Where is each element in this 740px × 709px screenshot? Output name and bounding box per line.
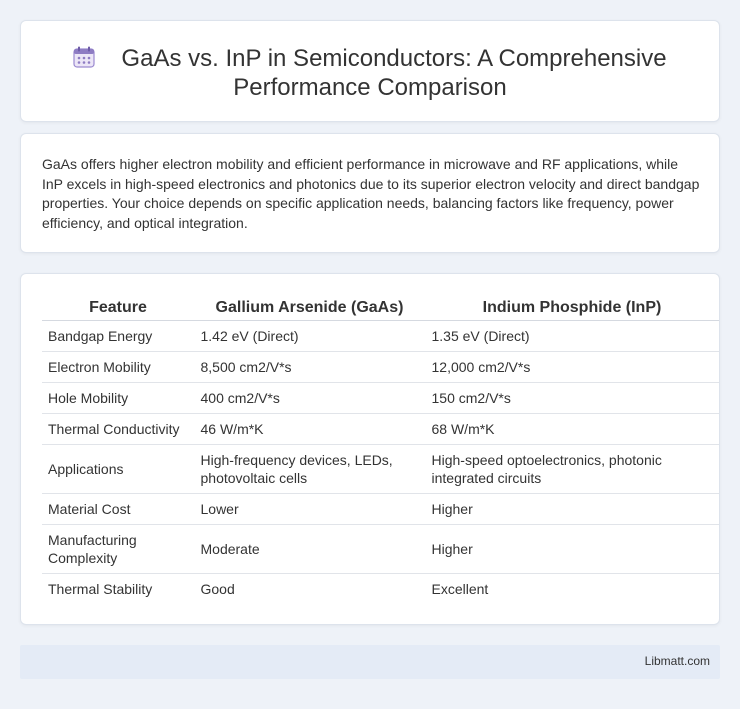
inp-cell: 12,000 cm2/V*s (425, 351, 719, 382)
page-title-text: GaAs vs. InP in Semiconductors: A Comprehensive Performance Comparison (121, 45, 667, 101)
calendar-icon (73, 46, 95, 68)
gaas-cell: Lower (194, 493, 425, 524)
inp-cell: Higher (425, 493, 719, 524)
table-row (42, 351, 719, 382)
column-header-inp: Indium Phosphide (InP) (425, 296, 719, 320)
table-row (42, 493, 719, 524)
gaas-cell: 1.42 eV (Direct) (194, 320, 425, 351)
feature-cell: Electron Mobility (42, 351, 194, 382)
gaas-cell: 46 W/m*K (194, 413, 425, 444)
summary-text: GaAs offers higher electron mobility and efficient performance in microwave and RF applications, while InP excels in high-speed electronics and photonics due to its superior electron velocity and direct bandgap properties. Your choice depends on specific application needs, balancing factors like frequency, power efficiency, and optical integration. (42, 156, 700, 231)
table-row (42, 382, 719, 413)
feature-cell: Manufacturing Complexity (42, 524, 194, 573)
table-row (42, 413, 719, 444)
inp-cell: 1.35 eV (Direct) (425, 320, 719, 351)
feature-cell: Thermal Stability (48, 580, 153, 597)
feature-cell: Material Cost (42, 493, 194, 524)
page-title (21, 44, 719, 102)
feature-cell: Bandgap Energy (42, 320, 194, 351)
feature-cell: Thermal Conductivity (42, 413, 194, 444)
column-header-gaas: Gallium Arsenide (GaAs) (194, 296, 425, 320)
table-row (42, 573, 719, 604)
gaas-cell: 400 cm2/V*s (194, 382, 425, 413)
gaas-cell: High-frequency devices, LEDs, photovoltaic cells (194, 444, 425, 493)
inp-cell: 68 W/m*K (425, 413, 719, 444)
inp-cell: Excellent (425, 573, 719, 604)
gaas-cell: Good (194, 573, 425, 604)
table-row (42, 444, 719, 493)
comparison-table-card (20, 273, 720, 625)
summary-card (20, 133, 720, 253)
footer-bar (20, 645, 720, 679)
column-header-feature: Feature (42, 296, 194, 320)
table-header-row (42, 296, 719, 320)
inp-cell: Higher (425, 524, 719, 573)
table-row (42, 320, 719, 351)
gaas-cell: 8,500 cm2/V*s (194, 351, 425, 382)
inp-cell: High-speed optoelectronics, photonic integrated circuits (425, 444, 719, 493)
footer-site-link[interactable]: Libmatt.com (644, 654, 710, 668)
comparison-table (42, 296, 719, 604)
header-card (20, 20, 720, 122)
feature-cell: Hole Mobility (42, 382, 194, 413)
inp-cell: 150 cm2/V*s (425, 382, 719, 413)
feature-cell: Applications (42, 444, 194, 493)
gaas-cell: Moderate (194, 524, 425, 573)
table-row (42, 524, 719, 573)
